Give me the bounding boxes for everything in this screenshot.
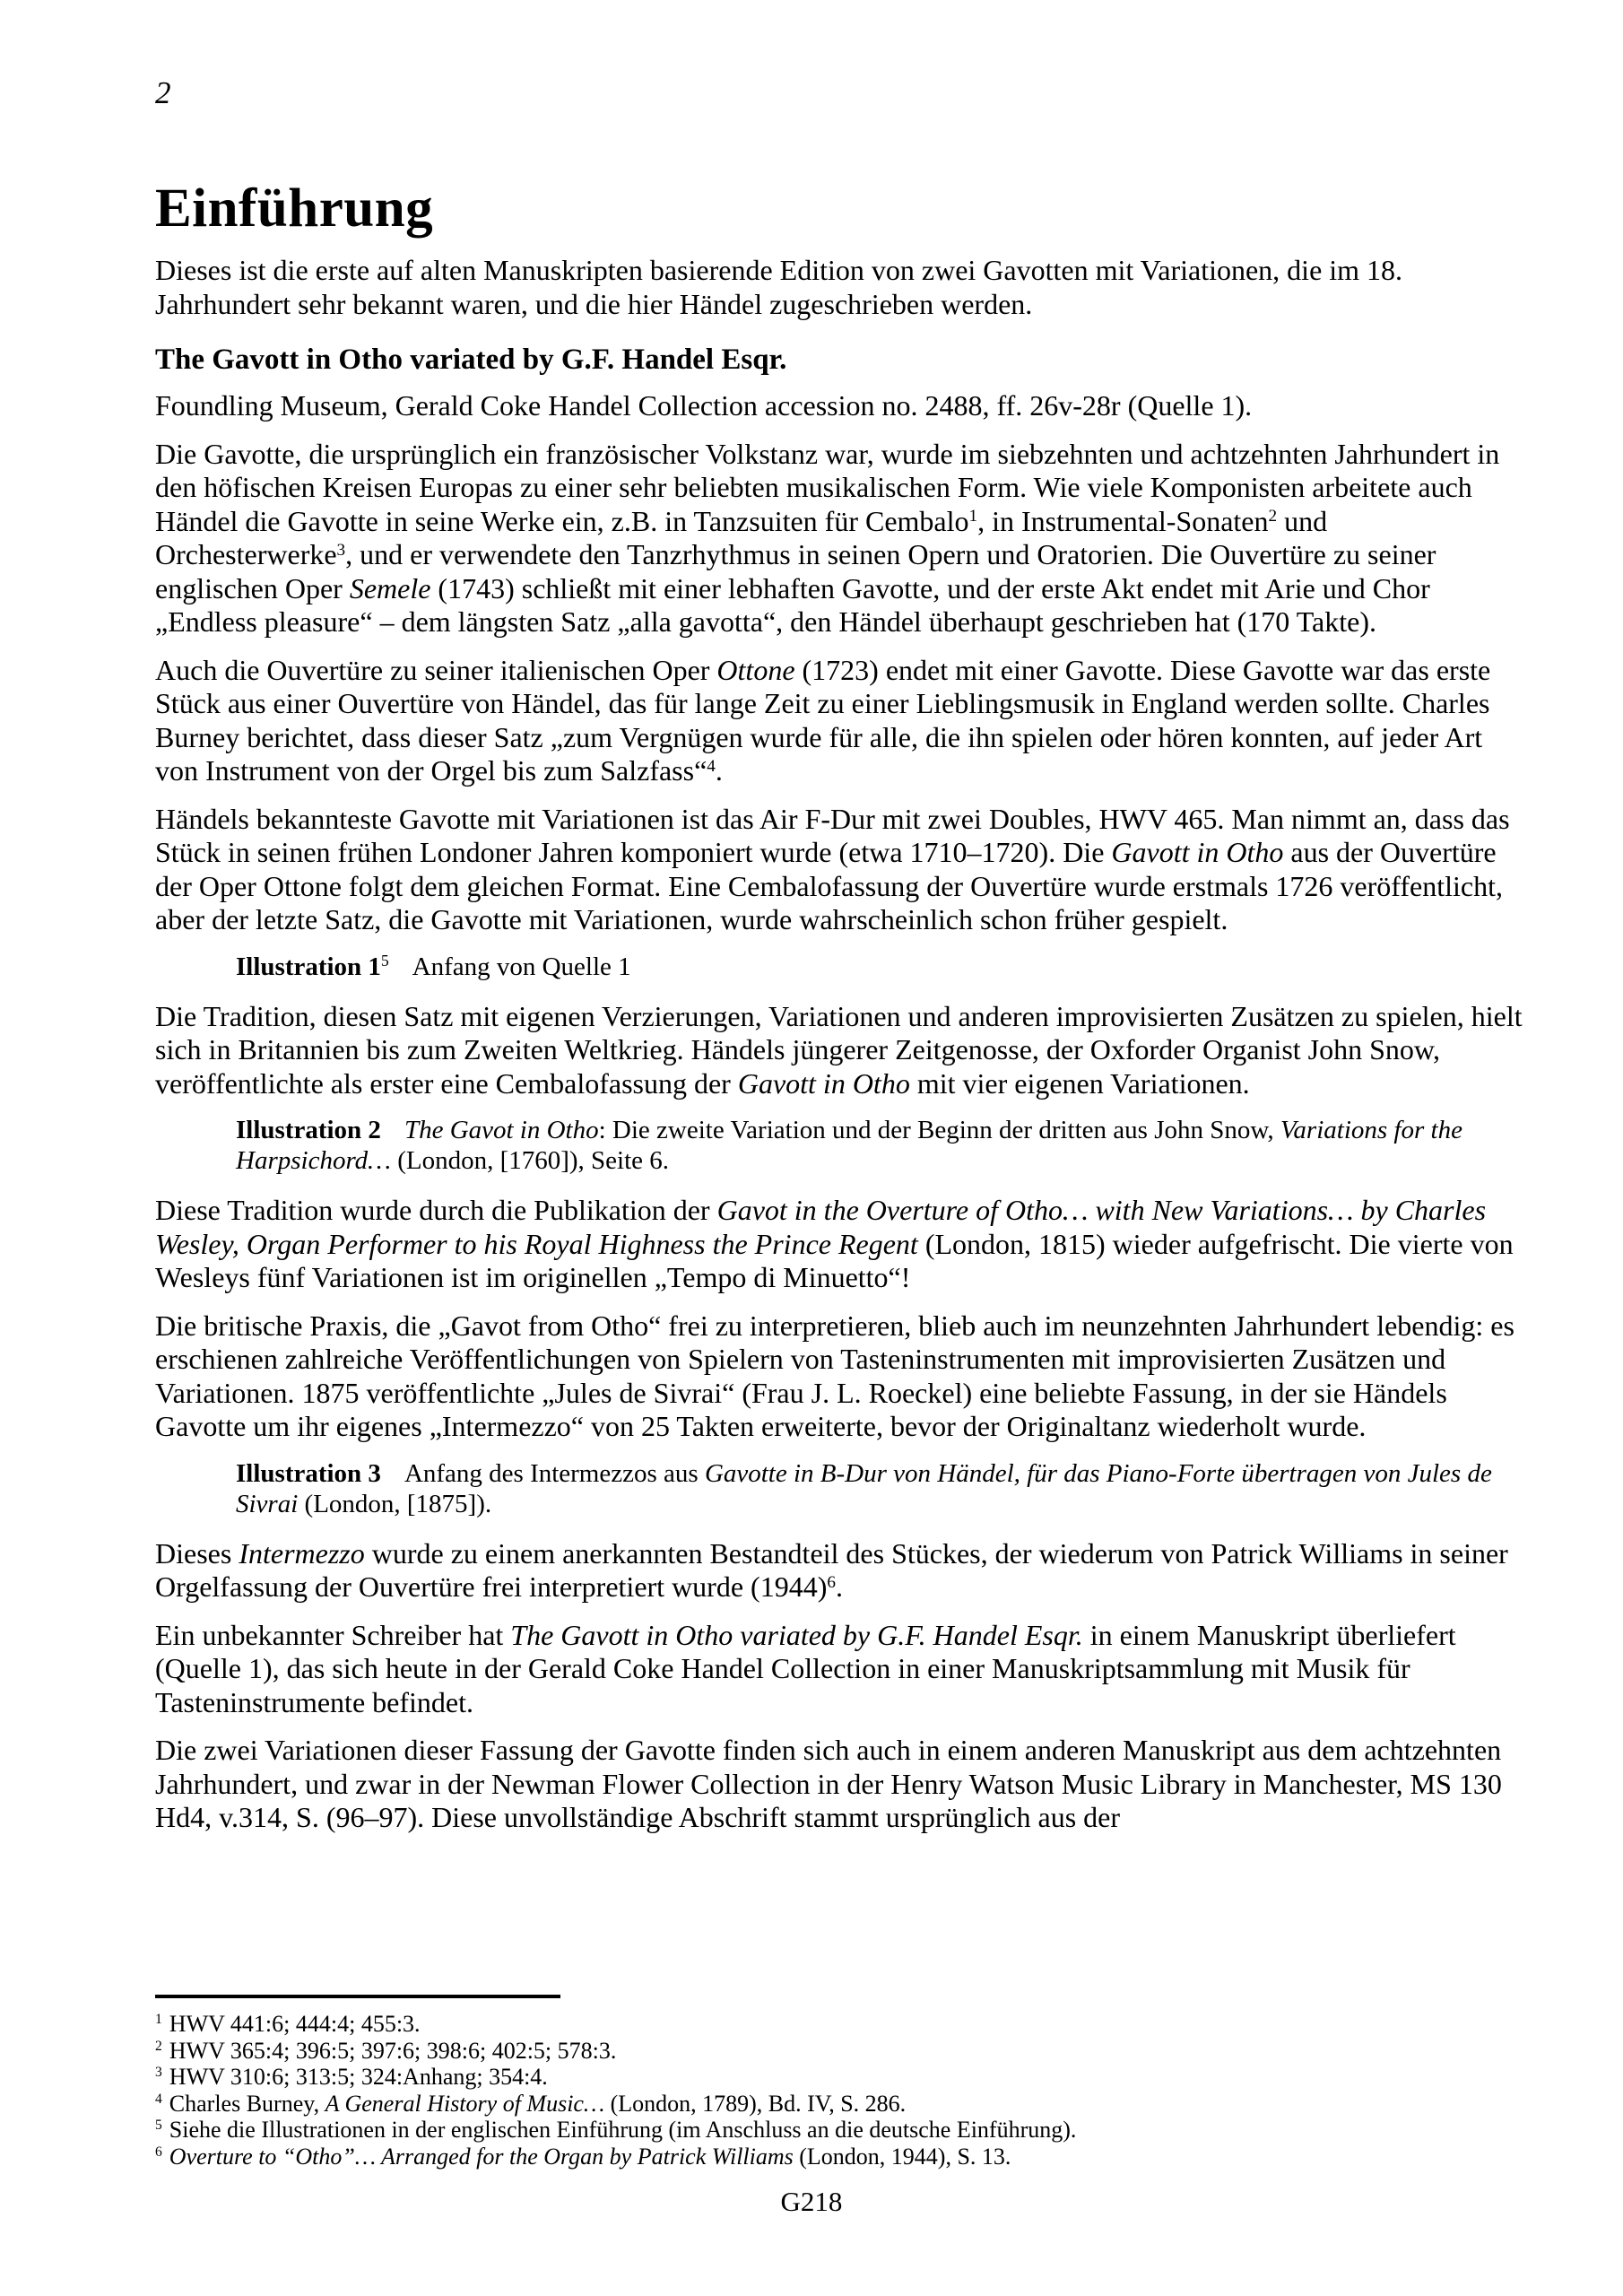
text-run: A General History of Music… [325,2090,605,2117]
text-run: Ein unbekannter Schreiber hat [155,1618,511,1651]
footnote-marker: 2 [155,2038,162,2054]
illustration-caption [155,952,1527,982]
text-run: The Gavott in Otho variated by G.F. Handel Esqr. [510,1618,1083,1651]
text-run: Gavot in the Overture of Otho… with New Variations… by Charles Wesley, Organ Performer to his Royal Highness the Prince Regent [155,1194,1487,1260]
text-run: aus der Ouvertüre der Oper Ottone folgt dem gleichen Format. Eine Cembalofassung der Ouvertüre wurde erstmals 1726 veröffentlicht, aber der letzte Satz, die Gavotte mit Variationen, wurde wahrscheinlich schon früher gespielt. [155,836,1503,936]
footnote-marker: 6 [155,2144,162,2160]
plate-number: G218 [780,2186,843,2217]
text-run: Die zwei Variationen dieser Fassung der Gavotte finden sich auch in einem anderen Manuskript aus dem achtzehnten Jahrhundert, und zwar in der Newman Flower Collection in der Henry Watson Music Library in Manchester, MS 130 Hd4, v.314, S. (96–97). Diese unvollständige Abschrift stammt ursprünglich aus der [155,1734,1502,1834]
footnote-ref: 1 [968,507,978,526]
illustration-label-text: Illustration 3 [236,1458,381,1488]
paragraph [155,389,1527,423]
text-run: wurde zu einem anerkannten Bestandteil des Stückes, der wiederum von Patrick Williams in seiner Orgelfassung der Ouvertüre frei interpretiert wurde (1944) [155,1536,1508,1604]
page-title: Einführung [155,178,434,239]
footnote-ref: 4 [707,756,716,776]
text-run: : Die zweite Variation und der Beginn der dritten aus John Snow, [598,1116,1280,1145]
text-run: Foundling Museum, Gerald Coke Handel Collection accession no. 2488, ff. 26v-28r (Quelle 1). [155,389,1253,422]
footnote [155,2091,1527,2118]
paragraph [155,1537,1527,1605]
text-run: Intermezzo [239,1536,365,1570]
footnote-marker: 3 [155,2065,162,2081]
footnote-ref: 3 [336,540,346,560]
text-run: und Orchesterwerke [155,504,1328,571]
footnote-ref: 5 [380,951,389,970]
illustration-caption [155,1458,1527,1519]
text-run: Händels bekannteste Gavotte mit Variationen ist das Air F-Dur mit zwei Doubles, HWV 465. Man nimmt an, dass das Stück in seinen frühen Londoner Jahren komponiert wurde (etwa 1710–1720). Die [155,802,1510,869]
paragraph [155,1000,1527,1101]
text-run: (London, [1875]). [298,1489,492,1518]
text-run: Dieses [155,1536,239,1570]
text-run: Auch die Ouvertüre zu seiner italienischen Oper [155,653,717,686]
text-run: The Gavott in Otho variated by G.F. Handel Esqr. [155,344,787,377]
text-run: Overture to “Otho”… Arranged for the Organ by Patrick Williams [169,2143,794,2170]
text-run: Variations for the Harpsichord… [236,1116,1462,1176]
illustration-caption [155,1115,1527,1176]
paragraph [155,1619,1527,1720]
paragraph [155,1734,1527,1835]
footnote-ref: 6 [827,1572,836,1592]
illustration-label [236,1459,381,1488]
text-run: HWV 310:6; 313:5; 324:Anhang; 354:4. [169,2064,548,2090]
footnote-marker: 1 [155,2012,162,2028]
text-run: Semele [349,571,431,604]
paragraph [155,438,1527,639]
footnote [155,2064,1527,2091]
illustration-label-text: Illustration 1 [236,952,381,981]
footnote-marker: 4 [155,2091,162,2107]
text-run: Diese Tradition wurde durch die Publikation der [155,1194,717,1227]
text-run: , und er verwendete den Tanzrhythmus in seinen Opern und Oratorien. Die Ouvertüre zu seiner englischen Oper [155,538,1436,604]
document-body [155,254,1527,1835]
text-run: , in Instrumental-Sonaten [977,504,1269,537]
text-run: Dieses ist die erste auf alten Manuskripten basierende Edition von zwei Gavotten mit Variationen, die im 18. Jahrhundert sehr bekannt waren, und die hier Händel zugeschrieben werden. [155,254,1403,320]
illustration-label-text: Illustration 2 [236,1116,381,1145]
illustration-label [236,1116,381,1144]
text-run: (1743) schließt mit einer lebhaften Gavotte, und der erste Akt endet mit Arie und Chor „Endless pleasure“ – dem längsten Satz „alla gavotta“, den Händel überhaupt geschrieben hat (170 Takte). [155,571,1430,639]
text-run: . [715,754,723,787]
paragraph [155,254,1527,321]
text-run: The Gavot in Otho [404,1116,599,1145]
text-run: Die Tradition, diesen Satz mit eigenen Verzierungen, Variationen und anderen improvisierten Zusätzen zu spielen, hielt sich in Britannien bis zum Zweiten Weltkrieg. Händels jüngerer Zeitgenosse, der Oxforder Organist John Snow, veröffentlichte als erster eine Cembalofassung der [155,999,1523,1100]
text-run: Gavott in Otho [1111,836,1284,869]
text-run: (London, [1760]), Seite 6. [390,1146,670,1176]
text-run: Anfang des Intermezzos aus [404,1458,705,1488]
paragraph [155,803,1527,937]
text-run: Anfang von Quelle 1 [412,952,631,981]
text-run: Gavotte in B-Dur von Händel, für das Piano-Forte übertragen von Jules de Sivrai [236,1458,1492,1518]
paragraph [155,654,1527,788]
text-run: mit vier eigenen Variationen. [909,1066,1250,1100]
text-run: (London, 1944), S. 13. [793,2143,1011,2170]
text-run: HWV 365:4; 396:5; 397:6; 398:6; 402:5; 578:3. [169,2037,617,2064]
section-heading [155,343,1527,377]
text-run: in einem Manuskript überliefert (Quelle 1), das sich heute in der Gerald Coke Handel Collection in einer Manuskriptsammlung mit Musik für Tasteninstrumente befindet. [155,1618,1456,1718]
text-run: . [835,1570,843,1604]
illustration-label [236,952,389,981]
footnote [155,2038,1527,2065]
footnote-divider [155,1995,560,1998]
footnote-marker: 5 [155,2118,162,2134]
text-run: (London, 1815) wieder aufgefrischt. Die vierte von Wesleys fünf Variationen ist im originellen „Tempo di Minuetto“! [155,1227,1514,1294]
footnote [155,2144,1527,2170]
paragraph [155,1194,1527,1295]
text-run: Gavott in Otho [737,1066,910,1100]
footnote [155,2117,1527,2144]
text-run: (1723) endet mit einer Gavotte. Diese Gavotte war das erste Stück aus einer Ouvertüre von Händel, das für lange Zeit zu einer Lieblingsmusik in England werden sollte. Charles Burney berichtet, dass dieser Satz „zum Vergnügen wurde für alle, die ihn spielen oder hören konnten, auf jeder Art von Instrument von der Orgel bis zum Salzfass“ [155,653,1491,787]
text-run: HWV 441:6; 444:4; 455:3. [169,2011,421,2037]
footnote [155,2011,1527,2038]
text-run: Ottone [716,653,795,686]
text-run: Die Gavotte, die ursprünglich ein französischer Volkstanz war, wurde im siebzehnten und achtzehnten Jahrhundert in den höfischen Kreisen Europas zu einer sehr beliebten musikalischen Form. Wie viele Komponisten arbeitete auch Händel die Gavotte in seine Werke ein, z.B. in Tanzsuiten für Cembalo [155,437,1500,537]
text-run: Die britische Praxis, die „Gavot from Otho“ frei zu interpretieren, blieb auch im neunzehnten Jahrhundert lebendig: es erschienen zahlreiche Veröffentlichungen von Spielern von Tasteninstrumenten mit improvisierten Zusätzen und Variationen. 1875 veröffentlichte „Jules de Sivrai“ (Frau J. L. Roeckel) eine beliebte Fassung, in der sie Händels Gavotte um ihr eigenes „Intermezzo“ von 25 Takten erweiterte, bevor der Originaltanz wiederholt wurde. [155,1309,1515,1443]
text-run: (London, 1789), Bd. IV, S. 286. [604,2090,907,2117]
footnote-list [155,2011,1527,2170]
footnotes-section [155,1995,1527,2170]
text-run: Siehe die Illustrationen in der englischen Einführung (im Anschluss an die deutsche Einführung). [169,2117,1077,2143]
text-run: Charles Burney, [169,2090,325,2117]
page-number: 2 [155,75,171,110]
footnote-ref: 2 [1268,507,1278,526]
paragraph [155,1309,1527,1444]
